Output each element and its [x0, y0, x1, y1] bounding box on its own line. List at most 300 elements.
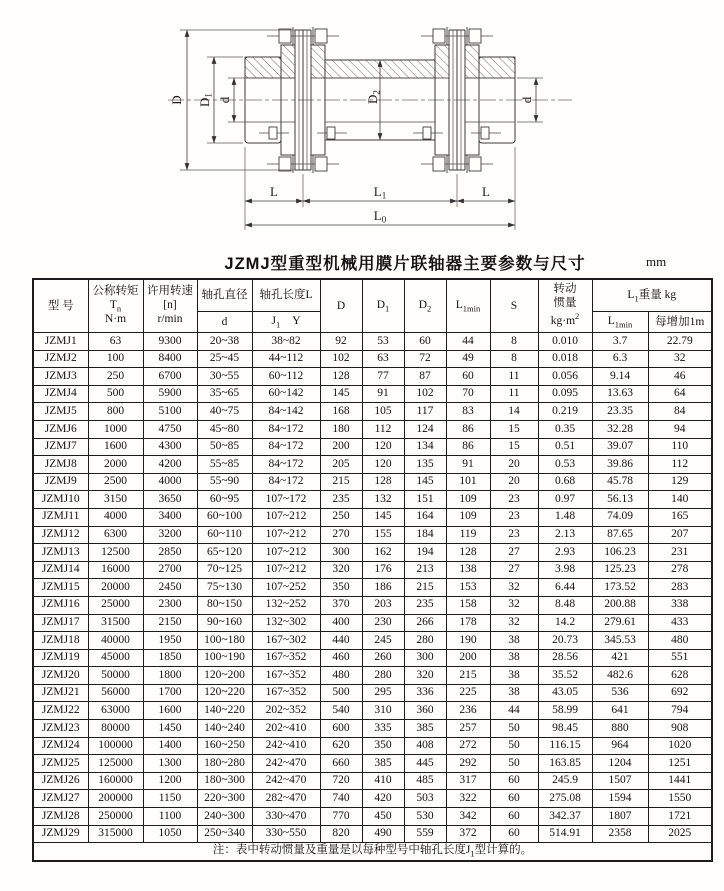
table-cell: 0.056 [538, 368, 592, 386]
table-cell: 32 [490, 579, 538, 597]
table-cell: 50 [490, 737, 538, 755]
table-cell: JZMJ13 [33, 544, 88, 562]
table-cell: 3.98 [538, 561, 592, 579]
table-cell: 60~95 [197, 491, 252, 509]
table-cell: 250 [320, 508, 362, 526]
table-cell: 100 [88, 350, 143, 368]
table-cell: 9300 [143, 333, 197, 351]
table-cell: 450 [362, 808, 404, 826]
table-cell: 641 [592, 702, 648, 720]
table-cell: 200 [320, 438, 362, 456]
table-cell: 2500 [88, 473, 143, 491]
table-cell: 300 [404, 649, 446, 667]
table-cell: 132~302 [252, 614, 320, 632]
table-cell: 770 [320, 808, 362, 826]
dim-label-D2: D2 [365, 90, 382, 104]
table-cell: 203 [362, 596, 404, 614]
table-cell: 100000 [88, 737, 143, 755]
table-cell: 445 [404, 755, 446, 773]
table-cell: 102 [320, 350, 362, 368]
table-cell: 38 [490, 649, 538, 667]
table-cell: 692 [648, 684, 712, 702]
table-cell: 129 [648, 473, 712, 491]
table-cell: 1800 [143, 667, 197, 685]
table-row [33, 808, 712, 826]
table-cell: 120~200 [197, 667, 252, 685]
table-cell: 167~352 [252, 649, 320, 667]
table-cell: 8 [490, 350, 538, 368]
table-cell: JZMJ11 [33, 508, 88, 526]
table-cell: 3400 [143, 508, 197, 526]
table-cell: 1600 [88, 438, 143, 456]
dim-label-D: D [169, 95, 184, 105]
dim-label-L-left: L [270, 184, 278, 199]
table-row [33, 790, 712, 808]
table-cell: 86 [446, 420, 490, 438]
dim-label-d-right: d [519, 96, 534, 104]
table-cell: JZMJ25 [33, 755, 88, 773]
table-cell: 600 [320, 720, 362, 738]
table-cell: 180 [320, 420, 362, 438]
col-header-model: 型 号 [33, 279, 88, 333]
col-subheader-weight-L1min: $L_{1min}$ [592, 312, 648, 333]
col-header-D: D [320, 279, 362, 333]
table-cell: 167~302 [252, 632, 320, 650]
table-cell: 2150 [143, 614, 197, 632]
table-cell: 740 [320, 790, 362, 808]
table-cell: 275.08 [538, 790, 592, 808]
table-cell: 5100 [143, 403, 197, 421]
table-cell: 125000 [88, 755, 143, 773]
table-cell: 194 [404, 544, 446, 562]
table-cell: 164 [404, 508, 446, 526]
table-row [33, 526, 712, 544]
table-cell: 64 [648, 385, 712, 403]
table-cell: JZMJ4 [33, 385, 88, 403]
table-cell: JZMJ18 [33, 632, 88, 650]
table-cell: 22.79 [648, 333, 712, 351]
table-row [33, 667, 712, 685]
table-cell: 72 [404, 350, 446, 368]
table-cell: 190 [446, 632, 490, 650]
table-row [33, 614, 712, 632]
table-cell: 39.07 [592, 438, 648, 456]
table-cell: 503 [404, 790, 446, 808]
table-cell: 720 [320, 772, 362, 790]
table-cell: 350 [362, 737, 404, 755]
table-cell: 87.65 [592, 526, 648, 544]
table-cell: 215 [320, 473, 362, 491]
dim-label-d-left: d [217, 96, 232, 104]
table-cell: 25000 [88, 596, 143, 614]
table-cell: 56000 [88, 684, 143, 702]
table-cell: 410 [362, 772, 404, 790]
table-cell: 186 [362, 579, 404, 597]
table-cell: 310 [362, 702, 404, 720]
table-cell: 4000 [143, 473, 197, 491]
table-cell: 50 [490, 720, 538, 738]
col-header-bore-length: 轴孔长度L [252, 279, 320, 312]
table-cell: 20.73 [538, 632, 592, 650]
table-cell: 14.2 [538, 614, 592, 632]
table-cell: 1850 [143, 649, 197, 667]
table-cell: 55~85 [197, 456, 252, 474]
table-cell: 794 [648, 702, 712, 720]
table-cell: 231 [648, 544, 712, 562]
table-cell: 225 [446, 684, 490, 702]
col-header-D1: $D_1$ [362, 279, 404, 333]
table-cell: 1300 [143, 755, 197, 773]
table-cell: 220~300 [197, 790, 252, 808]
table-cell: 540 [320, 702, 362, 720]
table-cell: 98.45 [538, 720, 592, 738]
table-cell: 3650 [143, 491, 197, 509]
table-cell: 279.61 [592, 614, 648, 632]
table-cell: 266 [404, 614, 446, 632]
table-cell: 46 [648, 368, 712, 386]
table-cell: 536 [592, 684, 648, 702]
table-cell: 8 [490, 333, 538, 351]
table-cell: 330~550 [252, 825, 320, 843]
table-cell: 0.68 [538, 473, 592, 491]
table-cell: JZMJ29 [33, 825, 88, 843]
col-header-L1min: $L_{1min}$ [446, 279, 490, 333]
table-cell: 235 [404, 596, 446, 614]
table-cell: 58.99 [538, 702, 592, 720]
table-cell: 75~130 [197, 579, 252, 597]
table-cell: 964 [592, 737, 648, 755]
table-cell: 620 [320, 737, 362, 755]
table-cell: 408 [404, 737, 446, 755]
table-cell: 167~352 [252, 667, 320, 685]
table-cell: 107~212 [252, 561, 320, 579]
table-cell: 1200 [143, 772, 197, 790]
table-cell: JZMJ16 [33, 596, 88, 614]
table-cell: 25~45 [197, 350, 252, 368]
table-cell: 20~38 [197, 333, 252, 351]
table-cell: 49 [446, 350, 490, 368]
table-cell: 100~190 [197, 649, 252, 667]
table-row [33, 561, 712, 579]
table-cell: 336 [404, 684, 446, 702]
table-cell: JZMJ14 [33, 561, 88, 579]
table-cell: 1000 [88, 420, 143, 438]
table-cell: 6700 [143, 368, 197, 386]
table-cell: 135 [404, 456, 446, 474]
table-cell: 14 [490, 403, 538, 421]
table-cell: 38 [490, 684, 538, 702]
table-cell: 100~180 [197, 632, 252, 650]
table-cell: 55~90 [197, 473, 252, 491]
col-header-weight-group: $L_1$重量 kg [592, 279, 712, 312]
table-cell: 320 [404, 667, 446, 685]
table-cell: 278 [648, 561, 712, 579]
table-cell: 53 [362, 333, 404, 351]
table-cell: 250~340 [197, 825, 252, 843]
table-cell: 280 [404, 632, 446, 650]
table-cell: 44 [446, 333, 490, 351]
table-cell: 202~410 [252, 720, 320, 738]
table-cell: 500 [88, 385, 143, 403]
table-cell: 151 [404, 491, 446, 509]
table-cell: 112 [648, 456, 712, 474]
table-cell: 119 [446, 526, 490, 544]
table-cell: 2358 [592, 825, 648, 843]
col-header-S: S [490, 279, 538, 333]
table-cell: 102 [404, 385, 446, 403]
table-row [33, 508, 712, 526]
table-cell: 385 [404, 720, 446, 738]
table-cell: JZMJ8 [33, 456, 88, 474]
table-cell: 820 [320, 825, 362, 843]
table-cell: 1.48 [538, 508, 592, 526]
table-cell: 173.52 [592, 579, 648, 597]
table-cell: 165 [648, 508, 712, 526]
table-cell: 43.05 [538, 684, 592, 702]
table-cell: JZMJ22 [33, 702, 88, 720]
table-cell: 1450 [143, 720, 197, 738]
table-cell: 345.53 [592, 632, 648, 650]
col-header-torque: 公称转矩 $T_n$ N·m [88, 279, 143, 333]
table-cell: 1251 [648, 755, 712, 773]
table-cell: JZMJ12 [33, 526, 88, 544]
table-row [33, 649, 712, 667]
table-cell: 385 [362, 755, 404, 773]
table-row [33, 702, 712, 720]
col-header-bore-diameter: 轴孔直径 [197, 279, 252, 312]
table-cell: 105 [362, 403, 404, 421]
table-cell: 485 [404, 772, 446, 790]
table-cell: 74.09 [592, 508, 648, 526]
table-cell: 134 [404, 438, 446, 456]
table-cell: JZMJ3 [33, 368, 88, 386]
dim-label-L-right: L [482, 184, 490, 199]
table-cell: 1721 [648, 808, 712, 826]
table-cell: 120~220 [197, 684, 252, 702]
table-cell: 90~160 [197, 614, 252, 632]
table-cell: 38 [490, 632, 538, 650]
unit-label: mm [646, 254, 667, 269]
table-cell: 205 [320, 456, 362, 474]
table-cell: 16000 [88, 561, 143, 579]
table-cell: 2025 [648, 825, 712, 843]
table-cell: 38 [490, 667, 538, 685]
table-cell: 84~172 [252, 456, 320, 474]
col-header-speed: 许用转速 [n] r/min [143, 279, 197, 333]
table-cell: 1100 [143, 808, 197, 826]
table-cell: 12500 [88, 544, 143, 562]
table-cell: 1594 [592, 790, 648, 808]
table-cell: 2000 [88, 456, 143, 474]
table-cell: 84~172 [252, 473, 320, 491]
table-cell: JZMJ19 [33, 649, 88, 667]
col-subheader-weight-per-m: 每增加1m [648, 312, 712, 333]
table-cell: 8.48 [538, 596, 592, 614]
table-cell: 628 [648, 667, 712, 685]
table-cell: 272 [446, 737, 490, 755]
table-cell: JZMJ2 [33, 350, 88, 368]
table-cell: 322 [446, 790, 490, 808]
table-cell: 551 [648, 649, 712, 667]
table-cell: 2450 [143, 579, 197, 597]
table-cell: 300 [320, 544, 362, 562]
table-cell: 1550 [648, 790, 712, 808]
table-cell: 1441 [648, 772, 712, 790]
table-cell: 70~125 [197, 561, 252, 579]
table-cell: 0.97 [538, 491, 592, 509]
table-cell: 0.219 [538, 403, 592, 421]
table-cell: JZMJ1 [33, 333, 88, 351]
table-cell: 60 [490, 808, 538, 826]
table-cell: 107~212 [252, 544, 320, 562]
table-row [33, 456, 712, 474]
table-cell: JZMJ24 [33, 737, 88, 755]
table-cell: 56.13 [592, 491, 648, 509]
table-row [33, 368, 712, 386]
table-cell: JZMJ10 [33, 491, 88, 509]
table-cell: 23 [490, 508, 538, 526]
table-cell: 482.6 [592, 667, 648, 685]
table-cell: 101 [446, 473, 490, 491]
table-cell: 242~410 [252, 737, 320, 755]
table-cell: 500 [320, 684, 362, 702]
table-cell: 60~100 [197, 508, 252, 526]
table-cell: 128 [446, 544, 490, 562]
table-row [33, 737, 712, 755]
table-cell: JZMJ15 [33, 579, 88, 597]
table-cell: 120 [362, 438, 404, 456]
table-row [33, 755, 712, 773]
table-cell: 116.15 [538, 737, 592, 755]
table-cell: 270 [320, 526, 362, 544]
table-row [33, 491, 712, 509]
table-cell: 20 [490, 473, 538, 491]
table-cell: 178 [446, 614, 490, 632]
table-cell: 30~55 [197, 368, 252, 386]
table-cell: 1950 [143, 632, 197, 650]
table-cell: 60~142 [252, 385, 320, 403]
table-cell: 0.010 [538, 333, 592, 351]
table-row [33, 473, 712, 491]
table-cell: 0.35 [538, 420, 592, 438]
parameters-table [32, 278, 713, 862]
table-cell: 13.63 [592, 385, 648, 403]
table-cell: 35.52 [538, 667, 592, 685]
table-cell: JZMJ23 [33, 720, 88, 738]
table-cell: 180~280 [197, 755, 252, 773]
table-cell: 112 [362, 420, 404, 438]
table-cell: 6.3 [592, 350, 648, 368]
table-cell: 250 [88, 368, 143, 386]
table-cell: 60 [446, 368, 490, 386]
table-cell: 32 [490, 614, 538, 632]
table-cell: 20 [490, 456, 538, 474]
table-cell: JZMJ27 [33, 790, 88, 808]
table-cell: 15 [490, 420, 538, 438]
table-cell: 3.7 [592, 333, 648, 351]
table-cell: 184 [404, 526, 446, 544]
table-cell: 80~150 [197, 596, 252, 614]
table-row [33, 772, 712, 790]
table-cell: 320 [320, 561, 362, 579]
table-cell: 342 [446, 808, 490, 826]
table-cell: 107~212 [252, 508, 320, 526]
table-cell: 480 [648, 632, 712, 650]
table-cell: 39.86 [592, 456, 648, 474]
table-cell: 109 [446, 508, 490, 526]
table-cell: 200.88 [592, 596, 648, 614]
table-cell: 20000 [88, 579, 143, 597]
table-cell: 2700 [143, 561, 197, 579]
table-cell: 60 [404, 333, 446, 351]
table-cell: 65~120 [197, 544, 252, 562]
table-row [33, 825, 712, 843]
table-cell: 1204 [592, 755, 648, 773]
table-cell: 40000 [88, 632, 143, 650]
table-cell: 5900 [143, 385, 197, 403]
table-cell: 140~240 [197, 720, 252, 738]
table-cell: 1507 [592, 772, 648, 790]
table-cell: 60~110 [197, 526, 252, 544]
table-cell: 0.018 [538, 350, 592, 368]
table-cell: 180~300 [197, 772, 252, 790]
table-cell: 40~75 [197, 403, 252, 421]
table-cell: JZMJ28 [33, 808, 88, 826]
table-cell: 242~470 [252, 755, 320, 773]
table-cell: 84~172 [252, 420, 320, 438]
table-cell: 660 [320, 755, 362, 773]
table-cell: 280 [362, 667, 404, 685]
table-cell: JZMJ6 [33, 420, 88, 438]
table-cell: 120 [362, 456, 404, 474]
table-cell: 162 [362, 544, 404, 562]
note-row [33, 843, 712, 861]
coupling-drawing [0, 0, 724, 248]
table-cell: 38~82 [252, 333, 320, 351]
table-cell: 94 [648, 420, 712, 438]
table-cell: 155 [362, 526, 404, 544]
table-cell: 167~352 [252, 684, 320, 702]
table-cell: 421 [592, 649, 648, 667]
table-cell: 1020 [648, 737, 712, 755]
table-cell: 63 [362, 350, 404, 368]
table-cell: 800 [88, 403, 143, 421]
table-cell: JZMJ7 [33, 438, 88, 456]
table-cell: 2.13 [538, 526, 592, 544]
table-cell: 110 [648, 438, 712, 456]
table-row [33, 579, 712, 597]
table-cell: 163.85 [538, 755, 592, 773]
table-row [33, 596, 712, 614]
table-row [33, 385, 712, 403]
table-cell: 335 [362, 720, 404, 738]
table-cell: 908 [648, 720, 712, 738]
table-cell: 200 [446, 649, 490, 667]
table-cell: 2300 [143, 596, 197, 614]
table-cell: 0.51 [538, 438, 592, 456]
table-cell: 240~300 [197, 808, 252, 826]
table-cell: 60 [490, 825, 538, 843]
table-cell: 530 [404, 808, 446, 826]
table-cell: 1807 [592, 808, 648, 826]
table-cell: 292 [446, 755, 490, 773]
table-cell: 490 [362, 825, 404, 843]
col-header-inertia: 转动 惯量 $kg\cdot m^2$ [538, 279, 592, 333]
table-cell: 1400 [143, 737, 197, 755]
table-cell: 3150 [88, 491, 143, 509]
table-cell: 230 [362, 614, 404, 632]
table-cell: 202~352 [252, 702, 320, 720]
